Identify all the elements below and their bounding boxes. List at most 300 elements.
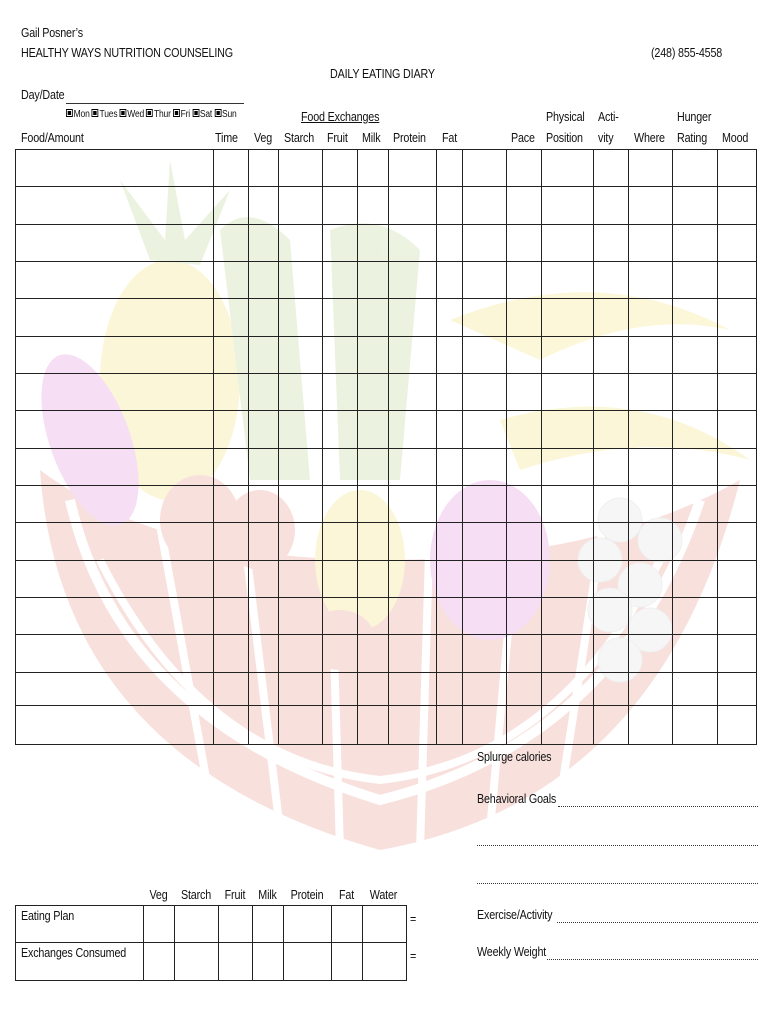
- time-cell[interactable]: [214, 673, 249, 706]
- protein-cell[interactable]: [389, 374, 437, 411]
- where-cell[interactable]: [629, 486, 673, 523]
- veg-cell[interactable]: [249, 299, 279, 337]
- pace-cell[interactable]: [507, 150, 542, 187]
- fruit-cell[interactable]: [323, 635, 358, 673]
- time-cell[interactable]: [214, 374, 249, 411]
- milk-cell[interactable]: [358, 374, 389, 411]
- physical-position-cell[interactable]: [542, 706, 594, 745]
- milk-cell[interactable]: [358, 299, 389, 337]
- eating-plan-water-cell[interactable]: [363, 906, 407, 943]
- starch-cell[interactable]: [279, 523, 323, 561]
- extra-cell[interactable]: [463, 374, 507, 411]
- veg-cell[interactable]: [249, 374, 279, 411]
- protein-cell[interactable]: [389, 449, 437, 486]
- fat-cell[interactable]: [437, 706, 463, 745]
- pace-cell[interactable]: [507, 635, 542, 673]
- where-cell[interactable]: [629, 635, 673, 673]
- activity-cell[interactable]: [594, 374, 629, 411]
- extra-cell[interactable]: [463, 150, 507, 187]
- food-amount-cell[interactable]: [16, 299, 214, 337]
- fruit-cell[interactable]: [323, 337, 358, 374]
- milk-cell[interactable]: [358, 523, 389, 561]
- checkbox-icon[interactable]: [192, 109, 199, 117]
- milk-cell[interactable]: [358, 225, 389, 262]
- food-amount-cell[interactable]: [16, 225, 214, 262]
- fat-cell[interactable]: [437, 561, 463, 598]
- activity-cell[interactable]: [594, 411, 629, 449]
- protein-cell[interactable]: [389, 486, 437, 523]
- starch-cell[interactable]: [279, 673, 323, 706]
- hunger-rating-cell[interactable]: [673, 374, 718, 411]
- veg-cell[interactable]: [249, 523, 279, 561]
- time-cell[interactable]: [214, 337, 249, 374]
- milk-cell[interactable]: [358, 337, 389, 374]
- physical-header-line2: Position: [546, 131, 583, 145]
- checkbox-icon[interactable]: [214, 109, 221, 117]
- milk-cell[interactable]: [358, 262, 389, 299]
- hunger-rating-cell[interactable]: [673, 635, 718, 673]
- extra-cell[interactable]: [463, 486, 507, 523]
- starch-cell[interactable]: [279, 262, 323, 299]
- activity-cell[interactable]: [594, 150, 629, 187]
- eating-plan-label: Eating Plan: [21, 909, 75, 923]
- food-amount-cell[interactable]: [16, 262, 214, 299]
- fat-cell[interactable]: [437, 337, 463, 374]
- food-amount-cell[interactable]: [16, 486, 214, 523]
- eating-plan-milk-cell[interactable]: [253, 906, 284, 943]
- fruit-cell[interactable]: [323, 262, 358, 299]
- veg-cell[interactable]: [249, 337, 279, 374]
- veg-cell[interactable]: [249, 449, 279, 486]
- veg-cell[interactable]: [249, 673, 279, 706]
- mood-cell[interactable]: [718, 598, 757, 635]
- consumed-protein-cell[interactable]: [284, 943, 332, 981]
- hunger-rating-cell[interactable]: [673, 299, 718, 337]
- hunger-rating-cell[interactable]: [673, 449, 718, 486]
- veg-cell[interactable]: [249, 486, 279, 523]
- protein-cell[interactable]: [389, 561, 437, 598]
- where-cell[interactable]: [629, 449, 673, 486]
- business-name: HEALTHY WAYS NUTRITION COUNSELING: [21, 46, 233, 60]
- activity-cell[interactable]: [594, 449, 629, 486]
- day-option-tues[interactable]: Tues: [92, 109, 118, 120]
- where-cell[interactable]: [629, 411, 673, 449]
- fruit-cell[interactable]: [323, 706, 358, 745]
- day-option-wed[interactable]: Wed: [120, 109, 144, 120]
- behavioral-goals-line-3[interactable]: [477, 883, 758, 884]
- fruit-cell[interactable]: [323, 187, 358, 225]
- time-cell[interactable]: [214, 449, 249, 486]
- plan-header-protein: Protein: [290, 888, 324, 902]
- starch-cell[interactable]: [279, 374, 323, 411]
- physical-position-cell[interactable]: [542, 374, 594, 411]
- extra-cell[interactable]: [463, 635, 507, 673]
- protein-cell[interactable]: [389, 673, 437, 706]
- food-amount-cell[interactable]: [16, 523, 214, 561]
- veg-cell[interactable]: [249, 706, 279, 745]
- food-amount-header: Food/Amount: [21, 131, 84, 145]
- pace-cell[interactable]: [507, 449, 542, 486]
- milk-cell[interactable]: [358, 449, 389, 486]
- food-amount-cell[interactable]: [16, 411, 214, 449]
- hunger-rating-cell[interactable]: [673, 523, 718, 561]
- physical-position-cell[interactable]: [542, 262, 594, 299]
- time-cell[interactable]: [214, 187, 249, 225]
- food-amount-cell[interactable]: [16, 374, 214, 411]
- food-amount-cell[interactable]: [16, 150, 214, 187]
- extra-cell[interactable]: [463, 449, 507, 486]
- mood-cell[interactable]: [718, 337, 757, 374]
- fat-cell[interactable]: [437, 635, 463, 673]
- protein-cell[interactable]: [389, 411, 437, 449]
- extra-cell[interactable]: [463, 561, 507, 598]
- mood-cell[interactable]: [718, 299, 757, 337]
- pace-cell[interactable]: [507, 262, 542, 299]
- fruit-cell[interactable]: [323, 523, 358, 561]
- food-exchanges-heading: Food Exchanges: [301, 110, 380, 124]
- activity-cell[interactable]: [594, 673, 629, 706]
- splurge-calories-label: Splurge calories: [477, 750, 552, 764]
- fruit-cell[interactable]: [323, 374, 358, 411]
- hunger-rating-cell[interactable]: [673, 150, 718, 187]
- extra-cell[interactable]: [463, 598, 507, 635]
- milk-cell[interactable]: [358, 598, 389, 635]
- extra-cell[interactable]: [463, 225, 507, 262]
- activity-cell[interactable]: [594, 706, 629, 745]
- extra-cell[interactable]: [463, 337, 507, 374]
- protein-cell[interactable]: [389, 337, 437, 374]
- physical-position-cell[interactable]: [542, 337, 594, 374]
- fat-cell[interactable]: [437, 673, 463, 706]
- where-cell[interactable]: [629, 187, 673, 225]
- fat-header: Fat: [442, 131, 458, 145]
- extra-cell[interactable]: [463, 706, 507, 745]
- starch-cell[interactable]: [279, 225, 323, 262]
- extra-cell[interactable]: [463, 262, 507, 299]
- day-option-mon[interactable]: Mon: [66, 109, 90, 120]
- fat-cell[interactable]: [437, 262, 463, 299]
- checkbox-icon[interactable]: [120, 109, 127, 117]
- where-cell[interactable]: [629, 337, 673, 374]
- extra-cell[interactable]: [463, 187, 507, 225]
- eating-plan-table: [15, 905, 407, 981]
- where-cell[interactable]: [629, 561, 673, 598]
- hunger-rating-cell[interactable]: [673, 411, 718, 449]
- exercise-activity-line[interactable]: [557, 922, 758, 923]
- time-header: Time: [215, 131, 238, 145]
- extra-cell[interactable]: [463, 673, 507, 706]
- day-option-sun[interactable]: Sun: [214, 109, 236, 120]
- pace-cell[interactable]: [507, 523, 542, 561]
- veg-cell[interactable]: [249, 150, 279, 187]
- pace-cell[interactable]: [507, 187, 542, 225]
- owner-name: Gail Posner’s: [21, 26, 83, 40]
- activity-cell[interactable]: [594, 337, 629, 374]
- food-amount-cell[interactable]: [16, 187, 214, 225]
- diary-row: [16, 337, 757, 374]
- pace-cell[interactable]: [507, 299, 542, 337]
- behavioral-goals-line-2[interactable]: [477, 845, 758, 846]
- day-option-thur[interactable]: Thur: [146, 109, 170, 120]
- starch-cell[interactable]: [279, 299, 323, 337]
- fruit-cell[interactable]: [323, 486, 358, 523]
- diary-row: [16, 299, 757, 337]
- veg-cell[interactable]: [249, 411, 279, 449]
- mood-cell[interactable]: [718, 150, 757, 187]
- exercise-activity-label: Exercise/Activity: [477, 908, 553, 922]
- protein-cell[interactable]: [389, 225, 437, 262]
- pace-cell[interactable]: [507, 673, 542, 706]
- mood-cell[interactable]: [718, 673, 757, 706]
- food-amount-cell[interactable]: [16, 449, 214, 486]
- checkbox-icon[interactable]: [92, 109, 99, 117]
- consumed-starch-cell[interactable]: [175, 943, 219, 981]
- mood-cell[interactable]: [718, 262, 757, 299]
- starch-cell[interactable]: [279, 561, 323, 598]
- milk-cell[interactable]: [358, 673, 389, 706]
- where-cell[interactable]: [629, 598, 673, 635]
- protein-cell[interactable]: [389, 523, 437, 561]
- mood-cell[interactable]: [718, 706, 757, 745]
- eating-plan-starch-cell[interactable]: [175, 906, 219, 943]
- physical-position-cell[interactable]: [542, 449, 594, 486]
- starch-cell[interactable]: [279, 598, 323, 635]
- where-cell[interactable]: [629, 523, 673, 561]
- food-amount-cell[interactable]: [16, 673, 214, 706]
- day-option-fri[interactable]: Fri: [173, 109, 190, 120]
- mood-cell[interactable]: [718, 635, 757, 673]
- extra-cell[interactable]: [463, 299, 507, 337]
- physical-position-cell[interactable]: [542, 486, 594, 523]
- physical-position-cell[interactable]: [542, 187, 594, 225]
- time-cell[interactable]: [214, 225, 249, 262]
- pace-cell[interactable]: [507, 706, 542, 745]
- veg-cell[interactable]: [249, 225, 279, 262]
- food-amount-cell[interactable]: [16, 561, 214, 598]
- checkbox-icon[interactable]: [173, 109, 180, 117]
- extra-cell[interactable]: [463, 411, 507, 449]
- fruit-cell[interactable]: [323, 449, 358, 486]
- hunger-rating-cell[interactable]: [673, 187, 718, 225]
- eating-plan-label-cell: [16, 906, 144, 943]
- time-cell[interactable]: [214, 486, 249, 523]
- physical-position-cell[interactable]: [542, 299, 594, 337]
- veg-cell[interactable]: [249, 635, 279, 673]
- milk-cell[interactable]: [358, 187, 389, 225]
- consumed-milk-cell[interactable]: [253, 943, 284, 981]
- time-cell[interactable]: [214, 523, 249, 561]
- behavioral-goals-line-1[interactable]: [558, 806, 758, 807]
- where-cell[interactable]: [629, 374, 673, 411]
- mood-cell[interactable]: [718, 187, 757, 225]
- time-cell[interactable]: [214, 561, 249, 598]
- activity-cell[interactable]: [594, 486, 629, 523]
- starch-header: Starch: [284, 131, 315, 145]
- consumed-water-cell[interactable]: [363, 943, 407, 981]
- where-cell[interactable]: [629, 299, 673, 337]
- starch-cell[interactable]: [279, 635, 323, 673]
- protein-cell[interactable]: [389, 150, 437, 187]
- eating-plan-veg-cell[interactable]: [144, 906, 175, 943]
- veg-cell[interactable]: [249, 598, 279, 635]
- fruit-cell[interactable]: [323, 673, 358, 706]
- starch-cell[interactable]: [279, 150, 323, 187]
- fat-cell[interactable]: [437, 187, 463, 225]
- mood-cell[interactable]: [718, 486, 757, 523]
- physical-position-cell[interactable]: [542, 225, 594, 262]
- fat-cell[interactable]: [437, 411, 463, 449]
- consumed-veg-cell[interactable]: [144, 943, 175, 981]
- milk-cell[interactable]: [358, 150, 389, 187]
- fat-cell[interactable]: [437, 374, 463, 411]
- form-title: DAILY EATING DIARY: [330, 67, 435, 81]
- fruit-cell[interactable]: [323, 411, 358, 449]
- starch-cell[interactable]: [279, 337, 323, 374]
- physical-position-cell[interactable]: [542, 598, 594, 635]
- protein-cell[interactable]: [389, 635, 437, 673]
- diary-row: [16, 225, 757, 262]
- day-date-line[interactable]: [66, 103, 244, 104]
- pace-cell[interactable]: [507, 374, 542, 411]
- activity-cell[interactable]: [594, 225, 629, 262]
- pace-cell[interactable]: [507, 486, 542, 523]
- fat-cell[interactable]: [437, 449, 463, 486]
- consumed-fat-cell[interactable]: [332, 943, 363, 981]
- veg-cell[interactable]: [249, 561, 279, 598]
- protein-cell[interactable]: [389, 706, 437, 745]
- pace-cell[interactable]: [507, 561, 542, 598]
- time-cell[interactable]: [214, 706, 249, 745]
- hunger-rating-cell[interactable]: [673, 225, 718, 262]
- pace-cell[interactable]: [507, 337, 542, 374]
- pace-cell[interactable]: [507, 598, 542, 635]
- hunger-rating-cell[interactable]: [673, 486, 718, 523]
- eating-plan-protein-cell[interactable]: [284, 906, 332, 943]
- fat-cell[interactable]: [437, 299, 463, 337]
- activity-cell[interactable]: [594, 523, 629, 561]
- milk-cell[interactable]: [358, 561, 389, 598]
- food-amount-cell[interactable]: [16, 598, 214, 635]
- milk-cell[interactable]: [358, 635, 389, 673]
- checkbox-icon[interactable]: [66, 109, 73, 117]
- diary-row: [16, 673, 757, 706]
- mood-cell[interactable]: [718, 411, 757, 449]
- consumed-fruit-cell[interactable]: [219, 943, 253, 981]
- mood-cell[interactable]: [718, 374, 757, 411]
- physical-position-cell[interactable]: [542, 150, 594, 187]
- exchanges-consumed-label: Exchanges Consumed: [21, 946, 127, 960]
- hunger-rating-cell[interactable]: [673, 561, 718, 598]
- activity-cell[interactable]: [594, 598, 629, 635]
- day-option-sat[interactable]: Sat: [192, 109, 212, 120]
- pace-cell[interactable]: [507, 225, 542, 262]
- fat-cell[interactable]: [437, 523, 463, 561]
- milk-cell[interactable]: [358, 706, 389, 745]
- veg-cell[interactable]: [249, 262, 279, 299]
- mood-cell[interactable]: [718, 449, 757, 486]
- starch-cell[interactable]: [279, 411, 323, 449]
- time-cell[interactable]: [214, 411, 249, 449]
- hunger-rating-cell[interactable]: [673, 706, 718, 745]
- food-amount-cell[interactable]: [16, 706, 214, 745]
- starch-cell[interactable]: [279, 449, 323, 486]
- time-cell[interactable]: [214, 598, 249, 635]
- weekly-weight-line[interactable]: [547, 959, 758, 960]
- activity-cell[interactable]: [594, 561, 629, 598]
- fruit-cell[interactable]: [323, 225, 358, 262]
- fat-cell[interactable]: [437, 150, 463, 187]
- pace-header: Pace: [511, 131, 535, 145]
- fruit-cell[interactable]: [323, 299, 358, 337]
- fat-cell[interactable]: [437, 486, 463, 523]
- where-cell[interactable]: [629, 706, 673, 745]
- activity-cell[interactable]: [594, 262, 629, 299]
- mood-cell[interactable]: [718, 225, 757, 262]
- eating-plan-equals: =: [410, 912, 417, 926]
- where-cell[interactable]: [629, 150, 673, 187]
- where-cell[interactable]: [629, 225, 673, 262]
- where-cell[interactable]: [629, 262, 673, 299]
- phone-number: (248) 855-4558: [651, 46, 723, 60]
- hunger-rating-cell[interactable]: [673, 337, 718, 374]
- physical-position-cell[interactable]: [542, 411, 594, 449]
- time-cell[interactable]: [214, 262, 249, 299]
- activity-cell[interactable]: [594, 187, 629, 225]
- eating-plan-row: [16, 906, 407, 943]
- time-cell[interactable]: [214, 635, 249, 673]
- checkbox-icon[interactable]: [146, 109, 153, 117]
- hunger-rating-cell[interactable]: [673, 262, 718, 299]
- exchanges-consumed-row: [16, 943, 407, 981]
- activity-cell[interactable]: [594, 635, 629, 673]
- protein-cell[interactable]: [389, 598, 437, 635]
- hunger-rating-cell[interactable]: [673, 673, 718, 706]
- fat-cell[interactable]: [437, 225, 463, 262]
- food-amount-cell[interactable]: [16, 635, 214, 673]
- hunger-rating-cell[interactable]: [673, 598, 718, 635]
- diary-row: [16, 150, 757, 187]
- starch-cell[interactable]: [279, 486, 323, 523]
- starch-cell[interactable]: [279, 706, 323, 745]
- physical-position-cell[interactable]: [542, 523, 594, 561]
- protein-cell[interactable]: [389, 187, 437, 225]
- fruit-cell[interactable]: [323, 561, 358, 598]
- milk-cell[interactable]: [358, 486, 389, 523]
- fat-cell[interactable]: [437, 598, 463, 635]
- mood-cell[interactable]: [718, 523, 757, 561]
- time-cell[interactable]: [214, 299, 249, 337]
- fruit-cell[interactable]: [323, 598, 358, 635]
- pace-cell[interactable]: [507, 411, 542, 449]
- milk-cell[interactable]: [358, 411, 389, 449]
- time-cell[interactable]: [214, 150, 249, 187]
- food-amount-cell[interactable]: [16, 337, 214, 374]
- eating-plan-fat-cell[interactable]: [332, 906, 363, 943]
- protein-cell[interactable]: [389, 299, 437, 337]
- eating-plan-fruit-cell[interactable]: [219, 906, 253, 943]
- activity-cell[interactable]: [594, 299, 629, 337]
- extra-cell[interactable]: [463, 523, 507, 561]
- fruit-cell[interactable]: [323, 150, 358, 187]
- mood-cell[interactable]: [718, 561, 757, 598]
- protein-cell[interactable]: [389, 262, 437, 299]
- physical-position-cell[interactable]: [542, 561, 594, 598]
- veg-cell[interactable]: [249, 187, 279, 225]
- starch-cell[interactable]: [279, 187, 323, 225]
- physical-position-cell[interactable]: [542, 635, 594, 673]
- where-cell[interactable]: [629, 673, 673, 706]
- physical-position-cell[interactable]: [542, 673, 594, 706]
